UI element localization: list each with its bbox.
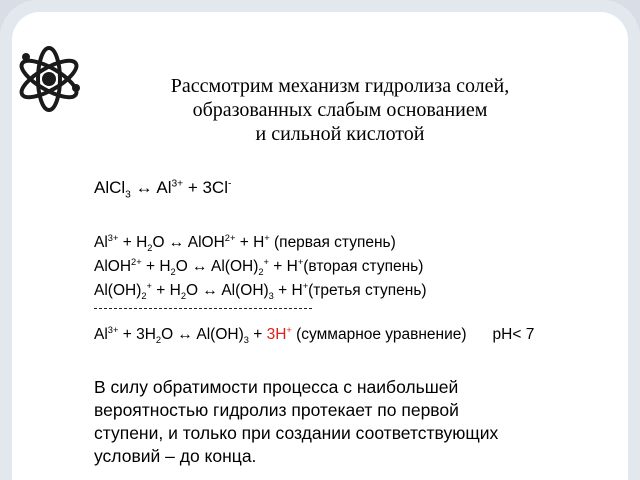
slide-title: Рассмотрим механизм гидролиза солей, образованных слабым основанием и сильной кислотой bbox=[170, 75, 510, 145]
hydrogen-ion-highlight: 3H+ bbox=[266, 324, 292, 343]
hydrolysis-step-1: $Al^{3+} + H_2O$ ↔ AlOH$^{2+}$ + H+ (первая ступень) bbox=[94, 232, 396, 254]
explanation-paragraph: В силу обратимости процесса с наибольшей вероятностью гидролиз протекает по первой ступени, и только при создании соответствующих условий – до конца. bbox=[94, 377, 499, 466]
summary-equation: $Al^{3+} + 3H_2O$ ↔ $Al(OH)_3 + 3H^+$ (суммарное уравнение) pH< 7 bbox=[94, 324, 535, 346]
hydrolysis-step-3: $Al(OH)_2^+ + H_2O$ ↔ $Al(OH)_3$ + H+(третья ступень) bbox=[94, 280, 427, 302]
ph-value: pH< 7 bbox=[492, 326, 535, 343]
atom-icon bbox=[14, 44, 84, 114]
dissociation-equation: AlCl$_3$ ↔ $Al^{3+} + 3Cl^-$ bbox=[94, 178, 232, 201]
divider-dashed bbox=[94, 308, 312, 309]
hydrolysis-step-2: AlOH$^{2+}$ + $H_2O$ ↔ $Al(OH)_2^+$ + H+(вторая ступень) bbox=[94, 256, 424, 278]
